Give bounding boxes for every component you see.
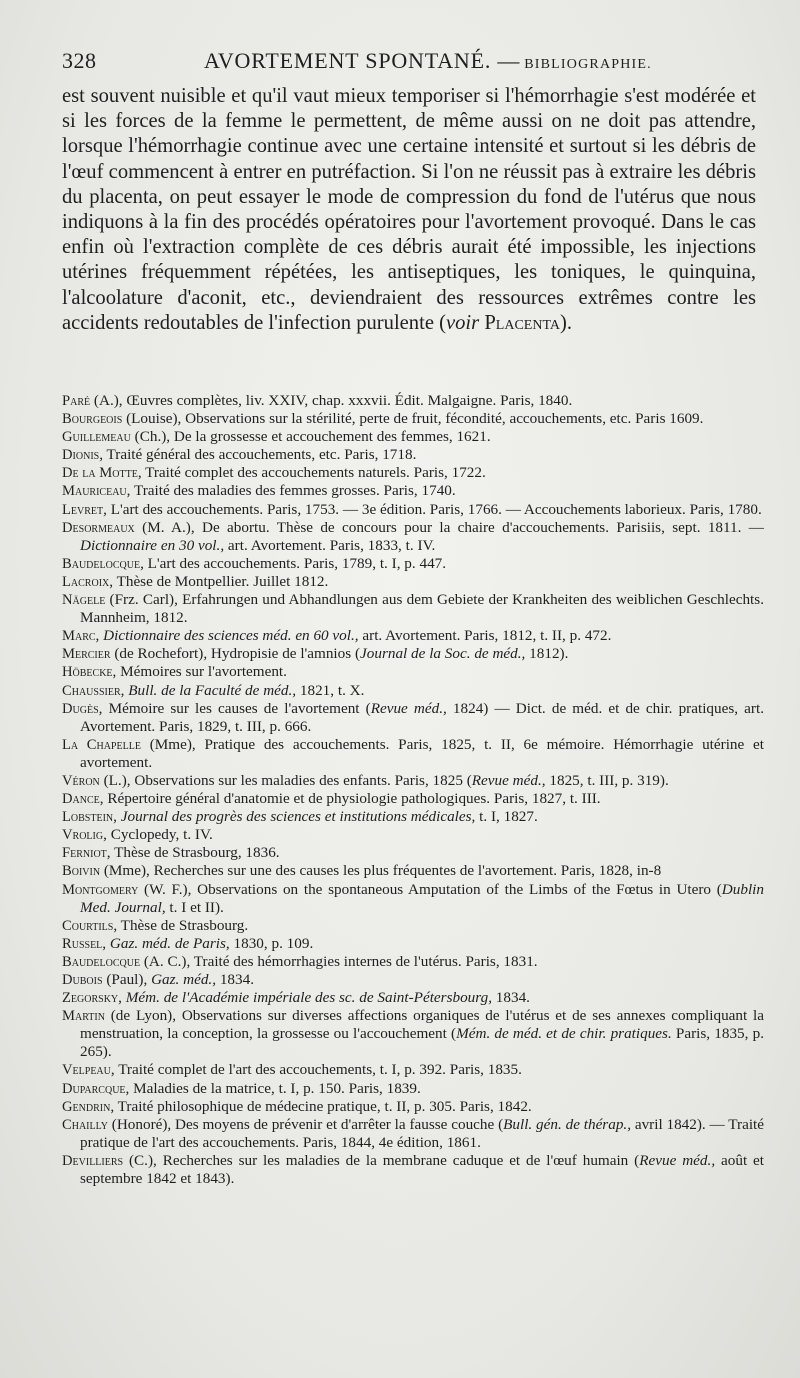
- bibliography-entry: [62, 519, 764, 555]
- entry-author: Devilliers: [62, 1152, 124, 1169]
- entry-text: , Traité des maladies des femmes grosses. Paris, 1740.: [126, 482, 456, 500]
- entry-author: Courtils: [62, 917, 114, 934]
- entry-text: (C.), Recherches sur les maladies de la membrane caduque et de l'œuf humain (: [123, 1151, 640, 1169]
- entry-author: Guillemeau: [62, 429, 131, 446]
- bibliography-list: [62, 392, 764, 1188]
- entry-text-end: 1824) — Dict. de méd. et de chir. pratiques, art. Avortement. Paris, 1829, t. III, p. 666.: [80, 699, 764, 735]
- entry-text-end: 1825, t. III, p. 319).: [545, 771, 669, 789]
- entry-text: , Thèse de Strasbourg, 1836.: [106, 844, 280, 862]
- entry-text: , Mémoires sur l'avortement.: [112, 663, 287, 681]
- running-subtitle: BIBLIOGRAPHIE.: [524, 57, 652, 72]
- bibliography-entry: [62, 989, 764, 1007]
- entry-author: Véron: [62, 772, 100, 789]
- entry-text: , Traité complet de l'art des accouchements, t. I, p. 392. Paris, 1835.: [110, 1061, 522, 1079]
- entry-author: Russel: [62, 935, 103, 952]
- entry-text: (W. F.), Observations on the spontaneous Amputation of the Limbs of the Fœtus in Utero (: [138, 880, 722, 898]
- entry-text: , Thèse de Montpellier. Juillet 1812.: [109, 572, 329, 590]
- bibliography-entry: [62, 862, 764, 880]
- bibliography-entry: [62, 736, 764, 772]
- bibliography-entry: [62, 627, 764, 645]
- entry-journal-title: Gaz. méd. de Paris,: [109, 934, 230, 952]
- bibliography-entry: [62, 663, 764, 681]
- entry-journal-title: Journal de la Soc. de méd.,: [360, 645, 526, 663]
- bibliography-entry: [62, 953, 764, 971]
- entry-text: (Ch.), De la grossesse et accouchement des femmes, 1621.: [130, 428, 491, 446]
- bibliography-entry: [62, 971, 764, 989]
- entry-author: Vrolig: [62, 827, 104, 844]
- bibliography-entry: [62, 700, 764, 736]
- entry-journal-title: Mém. de méd. et de chir. pratiques.: [456, 1025, 672, 1043]
- entry-text-end: t. I, 1827.: [475, 808, 538, 826]
- bibliography-entry: [62, 410, 764, 428]
- bibliography-entry: [62, 935, 764, 953]
- entry-author: Martin: [62, 1008, 105, 1025]
- entry-text: , Thèse de Strasbourg.: [113, 916, 249, 934]
- entry-journal-title: Bull. de la Faculté de méd.,: [128, 681, 297, 699]
- bibliography-entry: [62, 392, 764, 410]
- bibliography-entry: [62, 555, 764, 573]
- entry-text: , Traité philosophique de médecine pratique, t. II, p. 305. Paris, 1842.: [110, 1097, 532, 1115]
- entry-text: ,: [102, 934, 110, 952]
- entry-text: (de Lyon), Observations sur diverses affections organiques de l'utérus et de ses annexes compliquant la menstruation, la conception, la grossesse ou l'accouchement (: [80, 1007, 764, 1043]
- entry-author: Montgomery: [62, 881, 139, 898]
- entry-author: Chailly: [62, 1116, 108, 1133]
- bibliography-entry: [62, 917, 764, 935]
- entry-author: Velpeau: [62, 1062, 111, 1079]
- entry-text: , Traité général des accouchements, etc. Paris, 1718.: [99, 446, 417, 464]
- entry-author: Dugès: [62, 700, 99, 717]
- entry-author: Höbecke: [62, 664, 113, 681]
- entry-text: , L'art des accouchements. Paris, 1789, t. I, p. 447.: [140, 554, 447, 572]
- entry-text-end: art. Avortement. Paris, 1833, t. IV.: [224, 536, 436, 554]
- entry-text: , Répertoire général d'anatomie et de physiologie pathologiques. Paris, 1827, t. III.: [99, 790, 601, 808]
- entry-journal-title: Bull. gén. de thérap.,: [503, 1115, 632, 1133]
- entry-text-end: 1812).: [525, 645, 569, 663]
- entry-journal-title: Journal des progrès des sciences et institutions médicales,: [120, 808, 476, 826]
- bibliography-entry: [62, 881, 764, 917]
- entry-text: , Mémoire sur les causes de l'avortement (: [98, 699, 371, 717]
- entry-text-end: 1821, t. X.: [296, 681, 365, 699]
- bibliography-entry: [62, 1007, 764, 1061]
- entry-text: (A.), Œuvres complètes, liv. XXIV, chap. xxxvii. Édit. Malgaigne. Paris, 1840.: [90, 392, 573, 409]
- bibliography-entry: [62, 1152, 764, 1188]
- entry-text-end: art. Avortement. Paris, 1812, t. II, p. 472.: [358, 627, 612, 645]
- entry-author: Nägele: [62, 592, 106, 609]
- entry-text: , Cyclopedy, t. IV.: [103, 826, 213, 844]
- bibliography-entry: [62, 446, 764, 464]
- entry-journal-title: Revue méd.,: [639, 1151, 716, 1169]
- entry-text: ,: [113, 808, 121, 826]
- entry-text: (Honoré), Des moyens de prévenir et d'arrêter la fausse couche (: [107, 1115, 504, 1133]
- entry-author: Mauriceau: [62, 483, 127, 500]
- bibliography-entry: [62, 464, 764, 482]
- entry-text-end: t. I et II).: [165, 898, 224, 916]
- entry-author: Dubois: [62, 972, 103, 988]
- entry-text: , L'art des accouchements. Paris, 1753. — 3e édition. Paris, 1766. — Accouchements laborieux. Paris, 1780.: [103, 500, 762, 518]
- entry-author: Gendrin: [62, 1098, 111, 1115]
- paragraph: [62, 84, 756, 336]
- entry-text-end: août et septembre 1842 et 1843).: [80, 1151, 765, 1188]
- entry-text: (M. A.), De abortu. Thèse de concours pour la chaire d'accouchements. Parisiis, sept. 1811. —: [134, 518, 764, 536]
- entry-text-end: Paris, 1835, p. 265).: [80, 1025, 764, 1061]
- bibliography-entry: [62, 573, 764, 591]
- entry-journal-title: Mém. de l'Académie impériale des sc. de Saint-Pétersbourg,: [125, 989, 492, 1007]
- entry-text: (Mme), Pratique des accouchements. Paris, 1825, t. II, 6e mémoire. Hémorrhagie utérine et avortement.: [80, 735, 764, 771]
- placenta-reference: Placenta: [484, 311, 560, 334]
- entry-text: (Louise), Observations sur la stérilité, perte de fruit, fécondité, accouchements, etc. Paris 1609.: [122, 410, 704, 428]
- page-number: 328: [62, 48, 97, 73]
- bibliography-entry: [62, 1061, 764, 1079]
- entry-text: ,: [120, 681, 129, 699]
- entry-author: Lacroix: [62, 573, 110, 590]
- entry-text: ,: [118, 989, 126, 1007]
- paragraph-closing: ).: [560, 311, 573, 334]
- entry-author: Dionis: [62, 447, 100, 464]
- entry-author: Ferniot: [62, 845, 107, 862]
- bibliography-entry: [62, 428, 764, 446]
- entry-journal-title: Revue méd.,: [471, 771, 546, 789]
- bibliography-entry: [62, 482, 764, 500]
- entry-text: ,: [95, 627, 104, 645]
- entry-journal-title: Dictionnaire en 30 vol.,: [80, 536, 225, 554]
- running-title-main: AVORTEMENT SPONTANÉ. —: [204, 48, 521, 73]
- entry-author: Dance: [62, 791, 100, 808]
- main-paragraph: [62, 84, 756, 336]
- entry-author: Marc: [62, 628, 96, 645]
- bibliography-entry: [62, 808, 764, 826]
- entry-author: La Chapelle: [62, 736, 141, 753]
- entry-author: Zegorsky: [62, 990, 119, 1007]
- page-header: [62, 48, 762, 78]
- entry-author: De la Motte: [62, 465, 138, 482]
- entry-text: (L.), Observations sur les maladies des enfants. Paris, 1825 (: [99, 771, 472, 789]
- entry-journal-title: Dictionnaire des sciences méd. en 60 vol.,: [103, 627, 359, 645]
- bibliography-entry: [62, 645, 764, 663]
- entry-author: Mercier: [62, 646, 111, 663]
- entry-text: (de Rochefort), Hydropisie de l'amnios (: [110, 645, 361, 663]
- entry-text-end: 1830, p. 109.: [229, 934, 314, 952]
- bibliography-entry: [62, 1116, 764, 1152]
- paragraph-text: est souvent nuisible et qu'il vaut mieux temporiser si l'hémorrhagie s'est modérée et si les forces de la femme le permettent, de même aussi on ne doit pas attendre, lorsque l'hémorrhagie continue avec une certaine intensité et surtout si les débris de l'œuf commencent à entrer en putréfaction. Si l'on ne réussit pas à extraire les débris du placenta, on peut essayer le mode de compression du fond de l'utérus que nous indiquons à la fin des procédés opératoires pour l'avortement provoqué. Dans le cas enfin où l'extraction complète de ces débris aurait été impossible, les injections utérines fréquemment répétées, les antiseptiques, les toniques, le quinquina, l'alcoolature d'aconit, etc., deviendraient des ressources extrêmes contre les accidents redoutables de l'infection purulente (: [62, 85, 756, 334]
- bibliography-entry: [62, 844, 764, 862]
- voir-word: voir: [445, 311, 480, 334]
- bibliography-entry: [62, 1080, 764, 1098]
- entry-journal-title: Revue méd.,: [370, 699, 447, 717]
- entry-text: (A. C.), Traité des hémorrhagies internes de l'utérus. Paris, 1831.: [140, 952, 538, 970]
- entry-text-end: 1834.: [216, 971, 254, 988]
- entry-journal-title: Dublin Med. Journal,: [80, 880, 764, 916]
- bibliography-entry: [62, 682, 764, 700]
- entry-text: , Maladies de la matrice, t. I, p. 150. Paris, 1839.: [125, 1079, 421, 1097]
- entry-author: Baudelocque: [62, 953, 141, 970]
- entry-text-end: avril 1842). — Traité pratique de l'art des accouchements. Paris, 1844, 4e édition, 1861.: [80, 1115, 764, 1151]
- entry-author: Duparcque: [62, 1080, 126, 1097]
- entry-author: Levret: [62, 501, 104, 518]
- entry-author: Lobstein: [62, 809, 114, 826]
- bibliography-entry: [62, 501, 764, 519]
- entry-text: (Paul),: [102, 971, 152, 988]
- entry-author: Desormeaux: [62, 519, 135, 536]
- bibliography-entry: [62, 1098, 764, 1116]
- bibliography-entry: [62, 790, 764, 808]
- bibliography-entry: [62, 772, 764, 790]
- entry-text-end: 1834.: [492, 989, 530, 1007]
- running-title: [204, 48, 652, 74]
- entry-author: Baudelocque: [62, 555, 141, 572]
- entry-author: Chaussier: [62, 682, 121, 699]
- entry-text: , Traité complet des accouchements naturels. Paris, 1722.: [137, 464, 486, 482]
- entry-author: Bourgeois: [62, 411, 123, 428]
- bibliography-entry: [62, 591, 764, 627]
- entry-journal-title: Gaz. méd.,: [151, 971, 217, 988]
- bibliography-entry: [62, 826, 764, 844]
- entry-author: Boivin: [62, 863, 101, 880]
- entry-text: (Mme), Recherches sur une des causes les plus fréquentes de l'avortement. Paris, 1828, in-8: [100, 862, 662, 880]
- entry-author: Paré: [62, 393, 91, 409]
- entry-text: (Frz. Carl), Erfahrungen und Abhandlungen aus dem Gebiete der Krankheiten des weiblichen Geschlechts. Mannheim, 1812.: [80, 591, 764, 627]
